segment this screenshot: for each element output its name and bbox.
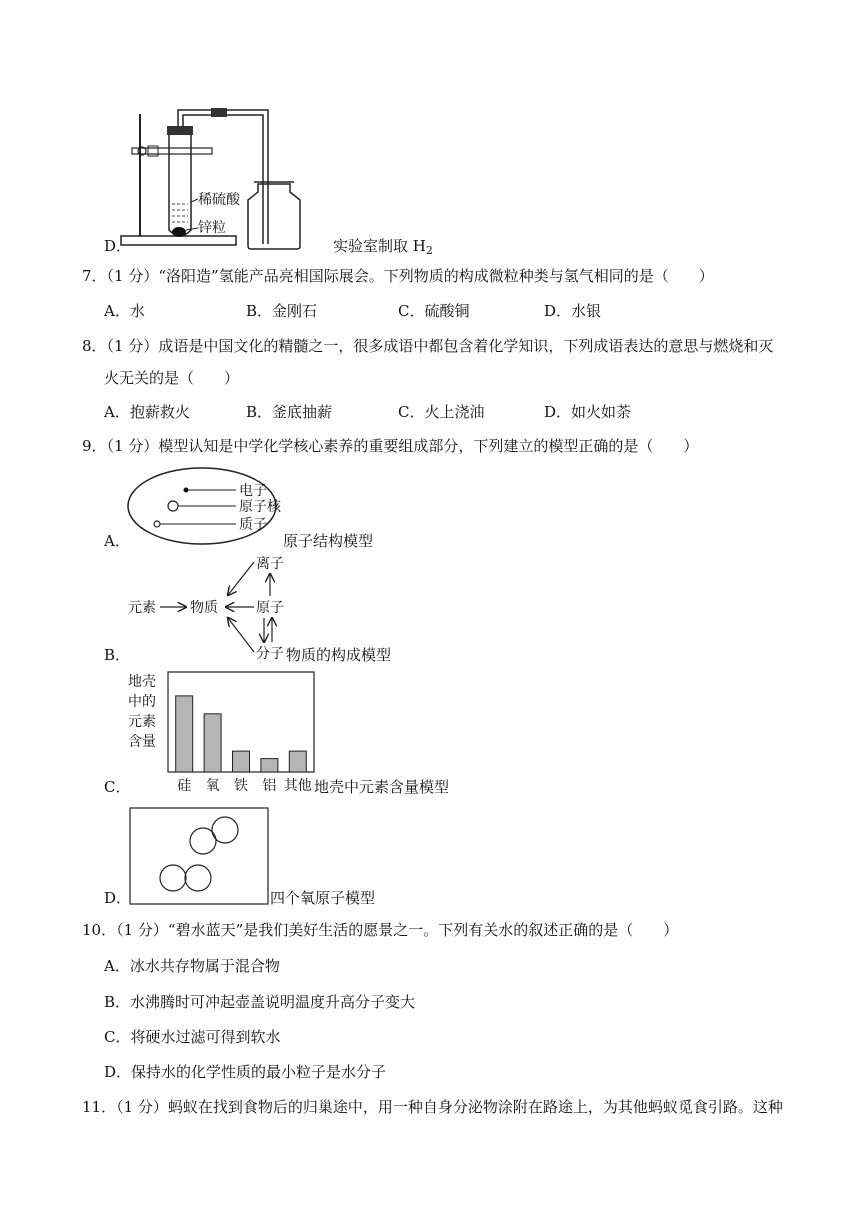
chart-ylabel-line4: 含量 xyxy=(128,734,156,750)
q8-stem-line1: 8．（1 分）成语是中国文化的精髓之一，很多成语中都包含着化学知识，下列成语表达的意思与燃烧和灭 xyxy=(82,337,774,355)
label-proton: 质子 xyxy=(239,517,267,533)
q9-option-a-caption: 原子结构模型 xyxy=(283,532,374,550)
q9-option-b-letter[interactable]: B． xyxy=(104,646,131,664)
label-dilute-sulfuric-acid: 稀硫酸 xyxy=(198,192,240,208)
atom-circle xyxy=(212,817,238,843)
q6-option-d-caption: 实验室制取 $H_2$ xyxy=(333,237,433,257)
q8-option-a[interactable]: A．抱薪救火 xyxy=(104,403,190,421)
q7-option-c[interactable]: C．硫酸铜 xyxy=(398,302,470,320)
q9-option-c-letter[interactable]: C． xyxy=(104,778,131,796)
q7-stem: 7．（1 分）“洛阳造”氢能产品亮相国际展会。下列物质的构成微粒种类与氢气相同的是（ ） xyxy=(82,267,714,285)
node-element: 元素 xyxy=(128,600,156,616)
node-ion: 离子 xyxy=(256,556,284,572)
node-substance: 物质 xyxy=(190,600,218,616)
q10-stem: 10．（1 分）“碧水蓝天”是我们美好生活的愿景之一。下列有关水的叙述正确的是（ ） xyxy=(82,921,679,939)
q10-option-d[interactable]: D．保持水的化学性质的最小粒子是水分子 xyxy=(104,1063,387,1081)
atom-structure-diagram xyxy=(124,466,284,548)
q11-stem: 11．（1 分）蚂蚁在找到食物后的归巢途中，用一种自身分泌物涂附在路途上，为其他蚂蚁觅食引路。这种 xyxy=(82,1098,783,1116)
bar-4 xyxy=(289,751,306,772)
q9-option-c-caption: 地壳中元素含量模型 xyxy=(314,778,450,796)
x-tick-label: 硅 xyxy=(177,778,192,794)
q9-option-b-caption: 物质的构成模型 xyxy=(286,646,392,664)
x-tick-label: 铁 xyxy=(234,778,248,794)
node-atom: 原子 xyxy=(256,600,284,616)
q9-stem: 9．（1 分）模型认知是中学化学核心素养的重要组成部分，下列建立的模型正确的是（ ） xyxy=(82,437,699,455)
q6-option-d-letter: D． xyxy=(104,237,132,255)
q10-option-c[interactable]: C．将硬水过滤可得到软水 xyxy=(104,1028,281,1046)
matter-composition-diagram xyxy=(124,550,294,665)
atom-circle xyxy=(185,865,211,891)
q9-option-d-letter[interactable]: D． xyxy=(104,889,132,907)
node-molecule: 分子 xyxy=(256,646,284,662)
label-zinc-granules: 锌粒 xyxy=(198,220,226,236)
q8-option-d[interactable]: D．如火如荼 xyxy=(544,403,632,421)
bar-2 xyxy=(233,751,250,772)
bar-3 xyxy=(261,759,278,772)
x-tick-label: 氧 xyxy=(205,778,220,794)
q9-option-d-caption: 四个氧原子模型 xyxy=(270,889,376,907)
q7-option-d[interactable]: D．水银 xyxy=(544,302,602,320)
bar-1 xyxy=(204,714,221,772)
q9-option-a-letter[interactable]: A． xyxy=(104,532,130,550)
hydrogen-apparatus-diagram xyxy=(118,96,328,256)
oxygen-atoms-diagram xyxy=(128,806,270,906)
q7-option-a[interactable]: A．水 xyxy=(104,302,145,320)
atom-circle xyxy=(160,865,186,891)
q10-option-a[interactable]: A．冰水共存物属于混合物 xyxy=(104,957,280,975)
bar-0 xyxy=(176,696,193,772)
q7-option-b[interactable]: B．金刚石 xyxy=(246,302,318,320)
chart-ylabel-line3: 元素 xyxy=(128,714,156,730)
q8-stem-line2: 火无关的是（ ） xyxy=(104,369,240,387)
x-tick-label: 其他 xyxy=(283,778,312,794)
x-tick-label: 铝 xyxy=(262,778,277,794)
q10-option-b[interactable]: B．水沸腾时可冲起壶盖说明温度升高分子变大 xyxy=(104,993,416,1011)
chart-ylabel-line2: 中的 xyxy=(128,694,156,710)
chart-ylabel-line1: 地壳 xyxy=(128,674,156,690)
q8-option-b[interactable]: B．釜底抽薪 xyxy=(246,403,333,421)
q8-option-c[interactable]: C．火上浇油 xyxy=(398,403,485,421)
label-electron: 电子 xyxy=(239,483,267,499)
crust-element-chart xyxy=(124,668,316,798)
label-nucleus: 原子核 xyxy=(239,499,281,515)
